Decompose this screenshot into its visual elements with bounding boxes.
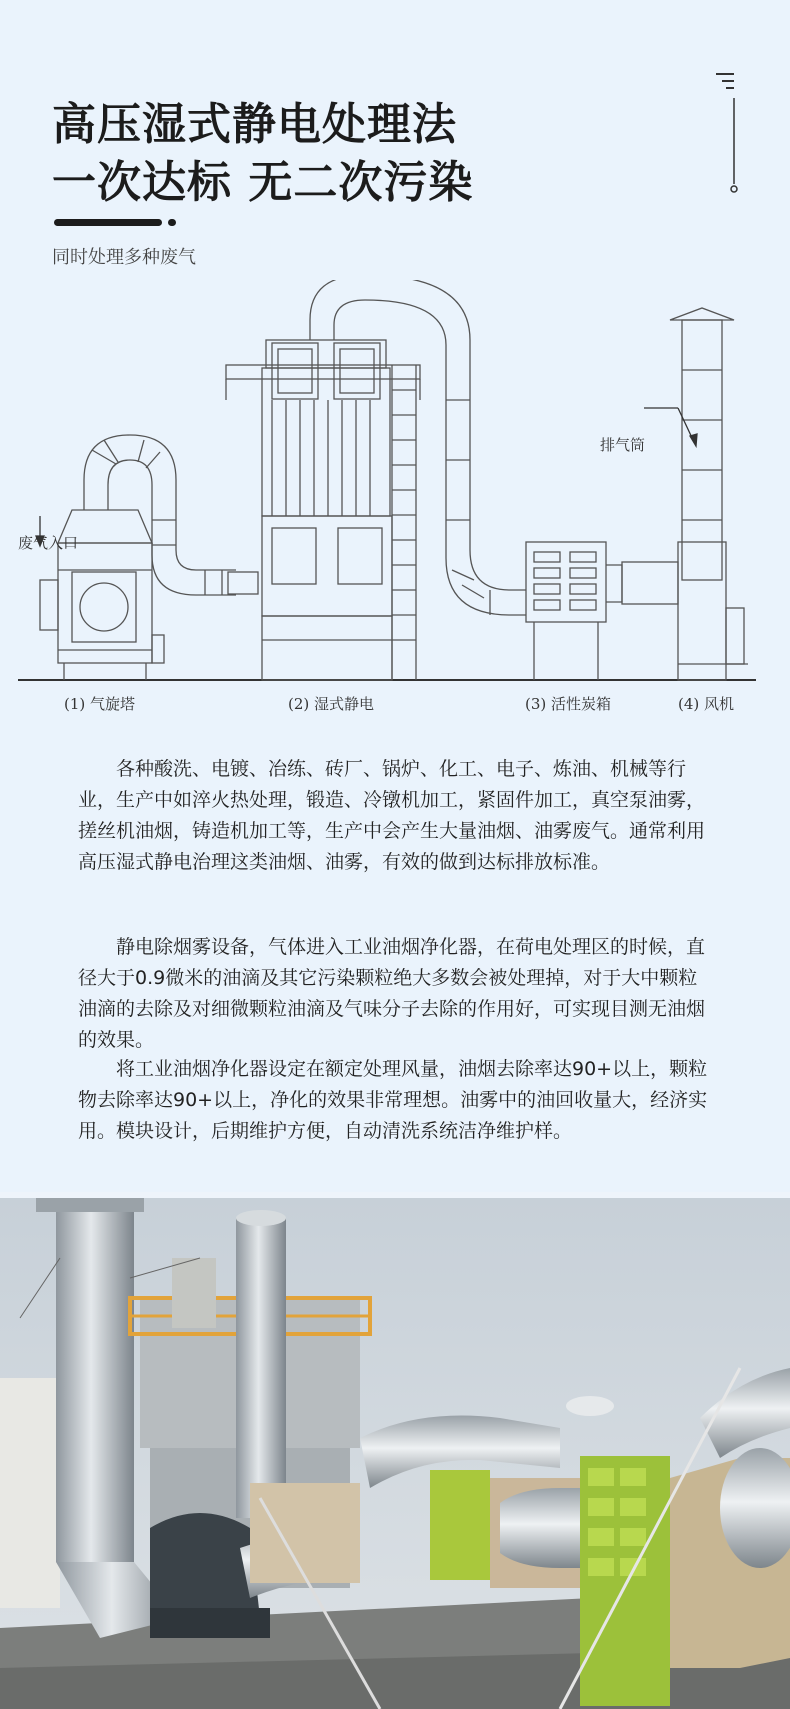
stage-label: (3) 活性炭箱 xyxy=(525,695,612,713)
menu-decoration-icon xyxy=(712,64,742,196)
wet-esp-drawing xyxy=(226,340,420,680)
carbon-box-drawing xyxy=(526,542,678,680)
inlet-label: 废气入口 xyxy=(18,534,79,552)
exhaust-label: 排气筒 xyxy=(600,436,646,454)
page-title xyxy=(52,96,473,212)
title-line-1: 高压湿式静电处理法 xyxy=(52,99,457,150)
cyclone-duct-drawing xyxy=(84,435,258,595)
title-line-2: 一次达标 无二次污染 xyxy=(52,157,474,208)
subtitle: 同时处理多种废气 xyxy=(52,247,196,268)
stage-label: (4) 风机 xyxy=(678,695,735,713)
stage-label: (1) 气旋塔 xyxy=(64,695,136,713)
title-underline xyxy=(54,219,162,226)
stage-label: (2) 湿式静电 xyxy=(288,695,375,713)
equipment-photo xyxy=(0,1198,790,1709)
paragraph-1: 各种酸洗、电镀、冶练、砖厂、锅炉、化工、电子、炼油、机械等行业，生产中如淬火热处理，锻造、冷镦机加工，紧固件加工，真空泵油雾，搓丝机油烟，铸造机加工等，生产中会产生大量油烟、油雾废气。通常利用高压湿式静电治理这类油烟、油雾，有效的做到达标排放标准。 xyxy=(78,758,706,873)
paragraph-3: 将工业油烟净化器设定在额定处理风量，油烟去除率达90+以上，颗粒物去除率达90+以上，净化的效果非常理想。油雾中的油回收量大，经济实用。模块设计，后期维护方便，自动清洗系统洁净维护样。 xyxy=(78,1058,708,1142)
paragraph-2: 静电除烟雾设备，气体进入工业油烟净化器，在荷电处理区的时候，直径大于0.9微米的油滴及其它污染颗粒绝大多数会被处理掉，对于大中颗粒油滴的去除及对细微颗粒油滴及气味分子去除的作用好，可实现目测无油烟的效果。 xyxy=(78,936,706,1051)
fan-stack-drawing xyxy=(670,308,748,680)
title-underline-dot xyxy=(168,219,176,226)
process-diagram xyxy=(0,280,790,720)
